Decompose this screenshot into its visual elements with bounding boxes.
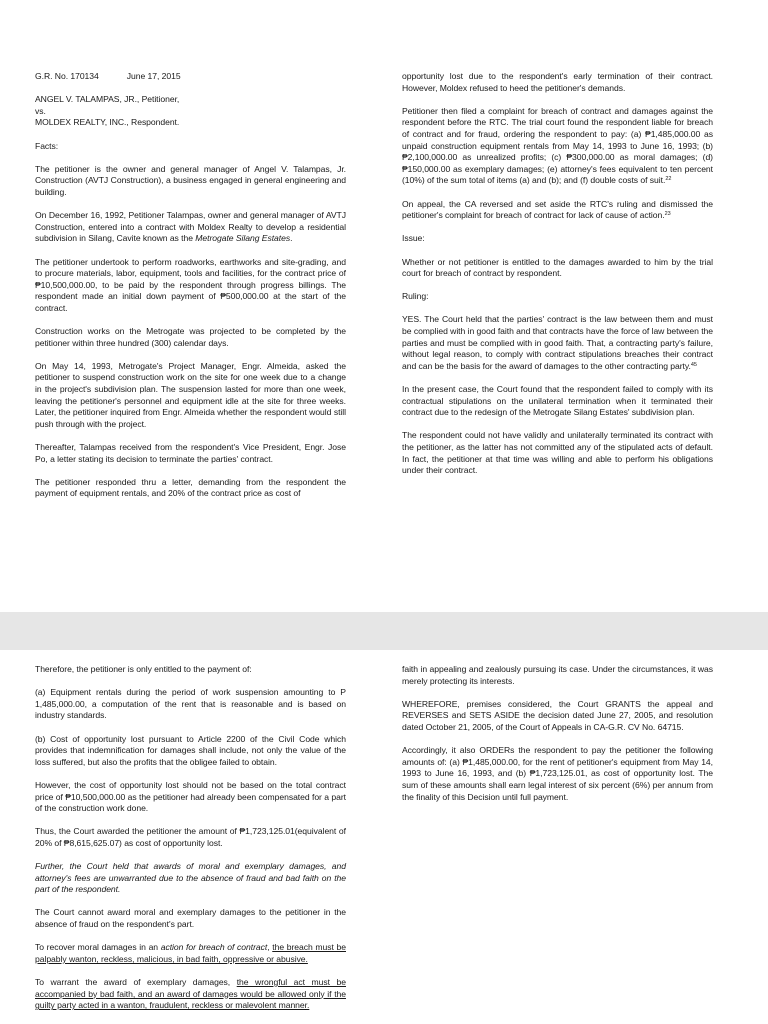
ca-ruling-text: On appeal, the CA reversed and set aside the RTC's ruling and dismissed the petitioner's complaint for breach of contract for lack of cause of action. [402, 198, 713, 221]
ruling-paragraph-8: The Court cannot award moral and exemplary damages to the petitioner in the absence of fraud on the respondent's part. [35, 907, 346, 930]
breach-requirement: the breach must be palpably wanton, reckless, malicious, in bad faith, oppressive or abusive. [35, 942, 346, 964]
footnote-22: 22 [665, 176, 672, 183]
page2-left-column [35, 664, 346, 1012]
ruling-paragraph-4: Therefore, the petitioner is only entitled to the payment of: [35, 664, 252, 674]
ruling-paragraph-2: In the present case, the Court found that the respondent failed to comply with its contractual stipulations on the unilateral termination when it terminated their contract due to the redesign of the Metrogate Silang Estates' subdivision plan. [402, 384, 713, 418]
respondent-name: MOLDEX REALTY, INC., Respondent. [35, 117, 180, 128]
facts-paragraph-2 [35, 210, 346, 245]
document-page-2 [0, 650, 768, 1024]
footnote-45: 45 [690, 361, 697, 368]
facts-paragraph-8: opportunity lost due to the respondent's early termination of their contract. However, Moldex refused to heed the petitioner's demands. [402, 71, 713, 93]
facts-paragraph-4: Construction works on the Metrogate was projected to be completed by the petitioner within three hundred (300) calendar days. [35, 326, 346, 348]
facts-paragraph-5: On May 14, 1993, Metrogate's Project Manager, Engr. Almeida, asked the petitioner to suspend construction work on the site for one week due to a change in the project's subdivision plan. The suspension lasted for more than one week, leaving the petitioner's personnel and equipment idle at the site for three weeks. Later, the petitioner inquired from Engr. Almeida whether the respondent would still push through with the project. [35, 360, 346, 429]
issue-heading: Issue: [402, 233, 425, 244]
exemplary-damages-text: To warrant the award of exemplary damages, [35, 977, 237, 988]
page2-right-column [402, 664, 713, 803]
moral-damages-text: To recover moral damages in an [35, 942, 161, 953]
page1-right-column [402, 71, 713, 477]
dispositive-paragraph-2: Accordingly, it also ORDERs the respondent to pay the petitioner the following amounts of: (a) ₱1,485,000.00, for the rent of petitioner's equipment from May 14, 1993 to June 16, 1993, and (b) ₱1,723,125.01, as cost of opportunity lost. The sum of these amounts shall earn legal interest of six percent (6%) per annum from the finality of this Decision until full payment. [402, 745, 713, 802]
period: . [290, 233, 293, 244]
dispositive-paragraph-1: WHEREFORE, premises considered, the Court GRANTS the appeal and REVERSES and SETS ASIDE the decision dated June 27, 2005, and resolution dated October 21, 2005, of the Court of Appeals in CA-G.R. CV No. 64715. [402, 698, 713, 732]
wrongful-act-requirement: the wrongful act must be accompanied by bad faith, and an award of damages would be allowed only if the guilty party acted in a wanton, fraudulent, reckless or malevolent manner. [35, 977, 346, 1011]
ruling-paragraph-10 [35, 977, 346, 1012]
action-type: action for breach of contract [160, 942, 268, 953]
ruling-heading: Ruling: [402, 291, 429, 302]
ruling-paragraph-5: However, the cost of opportunity lost should not be based on the total contract price of ₱10,500,000.00 as the petitioner had already been compensated for a part of the construction work done. [35, 779, 346, 814]
ruling-paragraph-11: faith in appealing and zealously pursuing its case. Under the circumstances, it was merely protecting its interests. [402, 664, 713, 686]
project-name: Metrogate Silang Estates [195, 233, 291, 244]
footnote-23: 23 [664, 211, 671, 218]
facts-paragraph-3: The petitioner undertook to perform roadworks, earthworks and site-grading, and to procure materials, labor, equipment, tools and facilities, for the contract price of ₱10,500,000.00, to be paid by the respondent through progress billings. The respondent made an initial down payment of ₱500,000.00 at the start of the contract. [35, 256, 346, 313]
facts-paragraph-1: The petitioner is the owner and general manager of Angel V. Talampas, Jr. Construction (AVTJ Construction), a business engaged in general engineering and building. [35, 163, 346, 197]
ruling-paragraph-6: Thus, the Court awarded the petitioner the amount of ₱1,723,125.01(equivalent of 20% of ₱8,615,625.07) as cost of opportunity lost. [35, 826, 346, 848]
parties [35, 94, 346, 129]
comma: , [267, 942, 273, 953]
facts-paragraph-10 [402, 199, 713, 222]
petitioner-name: ANGEL V. TALAMPAS, JR., Petitioner, [35, 94, 180, 105]
ruling-paragraph-7 [35, 861, 346, 896]
award-item-a: (a) Equipment rentals during the period of work suspension amounting to P 1,485,000.00, a computation of the rent that is reasonable and is based on industry standards. [35, 687, 346, 721]
issue-paragraph: Whether or not petitioner is entitled to the damages awarded to him by the trial court for breach of contract by respondent. [402, 256, 713, 279]
rtc-ruling-text: Petitioner then filed a complaint for breach of contract and damages against the respondent before the RTC. The trial court found the respondent liable for breach of contract and for fraud, ordering the respondent to pay: (a) ₱1,485,000.00 as unpaid construction equipment rentals from May 14, 1993 to June 16, 1993; (b) ₱2,100,000.00 as unrealized profits; (c) ₱300,000.00 as moral damages; (d) ₱150,000.00 as exemplary damages; (e) attorney's fees equivalent to ten percent (10%) of the sum total of items (a) and (b); and (f) double costs of suit. [402, 105, 713, 186]
ruling-paragraph-1 [402, 314, 713, 372]
facts-paragraph-9 [402, 106, 713, 187]
facts-paragraph-6: Thereafter, Talampas received from the respondent's Vice President, Engr. Jose Po, a letter stating its decision to terminate the parties' contract. [35, 442, 346, 464]
versus: vs. [35, 105, 46, 116]
moral-damages-holding: Further, the Court held that awards of moral and exemplary damages, and attorney's fees are unwarranted due to the absence of fraud and bad faith on the part of the respondent. [35, 861, 346, 895]
case-header [35, 71, 346, 83]
facts-paragraph-7: The petitioner responded thru a letter, demanding from the respondent the payment of equipment rentals, and 20% of the contract price as cost of [35, 476, 346, 499]
ruling-paragraph-3: The respondent could not have validly and unilaterally terminated its contract with the petitioner, as the latter has not committed any of the stipulated acts of default. In fact, the petitioner at that time was willing and able to perform his obligations under their contract. [402, 430, 713, 476]
ruling-paragraph-1-text: YES. The Court held that the parties' contract is the law between them and must be complied with in good faith and that contracts have the force of law between the parties and must be complied with in good faith. That, a contracting party's failure, without legal reason, to comply with contract stipulations breaches their contract and can be the basis for the award of damages to the other contracting party. [402, 314, 713, 371]
facts-paragraph-2-text: On December 16, 1992, Petitioner Talampas, owner and general manager of AVTJ Construction, entered into a contract with Moldex Realty to develop a residential subdivision in Silang, Cavite known as the [35, 210, 346, 244]
case-date: June 17, 2015 [126, 71, 181, 81]
ruling-paragraph-9 [35, 942, 346, 965]
award-item-b: (b) Cost of opportunity lost pursuant to Article 2200 of the Civil Code which provides that indemnification for damages shall include, not only the value of the loss suffered, but also the profits that the obligee failed to obtain. [35, 733, 346, 767]
facts-heading: Facts: [35, 140, 59, 151]
case-number: G.R. No. 170134 [35, 71, 99, 81]
page1-left-column [35, 71, 346, 500]
